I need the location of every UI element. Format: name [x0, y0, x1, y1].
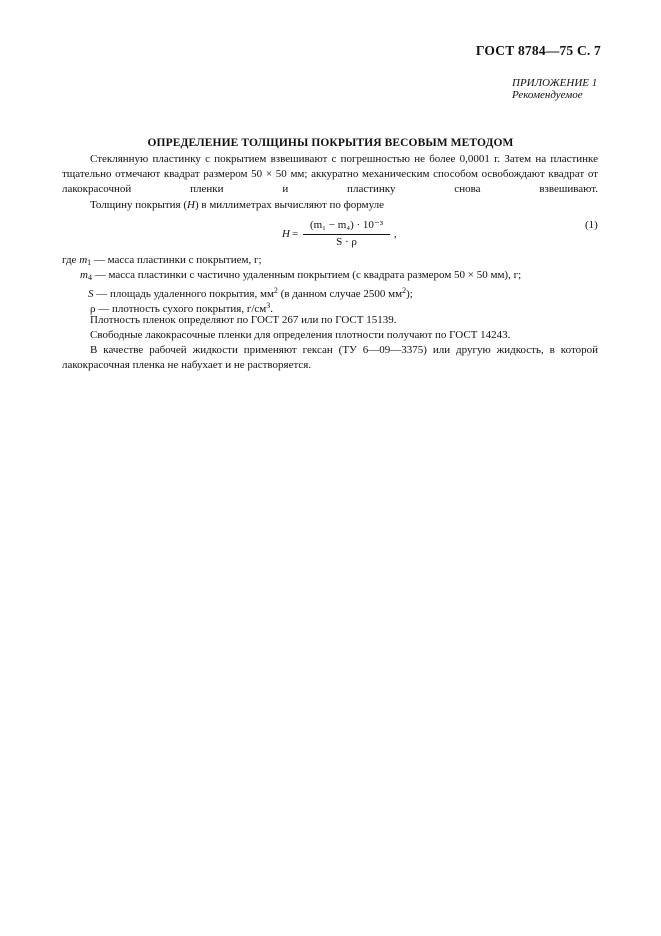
formula-denominator: S · ρ: [336, 236, 357, 248]
s-text: — площадь удаленного покрытия, мм: [93, 288, 274, 300]
appendix-block: [512, 77, 597, 101]
formula-number: (1): [585, 219, 598, 231]
formula-intro-text-after: ) в миллиметрах вычисляют по формуле: [194, 199, 384, 211]
document-reference: ГОСТ 8784—75 С. 7: [475, 43, 601, 58]
definition-where: где: [62, 254, 77, 266]
m1-symbol: m: [79, 254, 88, 266]
formula-numerator: (m₁ − m₄) · 10⁻³: [309, 219, 384, 231]
rho-text: ρ — плотность сухого покрытия, г/см: [90, 303, 267, 315]
formula-comma: ,: [394, 228, 397, 240]
note-free-films: Свободные лакокрасочные пленки для определения плотности получают по ГОСТ 14243.: [90, 329, 511, 341]
formula-equals: =: [292, 228, 299, 240]
appendix-label: ПРИЛОЖЕНИЕ 1: [512, 77, 598, 89]
s-superscript-1: 2: [273, 286, 278, 295]
m1-subscript: 1: [87, 258, 92, 267]
m4-text: — масса пластинки с частично удаленным покрытием (с квадрата размером 50 × 50 мм), г;: [91, 269, 522, 281]
note-density-standards: Плотность пленок определяют по ГОСТ 267 или по ГОСТ 15139.: [90, 314, 397, 326]
s-symbol: S: [88, 288, 94, 300]
appendix-status: Рекомендуемое: [512, 89, 583, 101]
formula-intro-variable: Н: [187, 199, 195, 211]
s-superscript-2: 2: [402, 286, 407, 295]
fraction-bar: [303, 234, 390, 235]
section-title: ОПРЕДЕЛЕНИЕ ТОЛЩИНЫ ПОКРЫТИЯ ВЕСОВЫМ МЕТОДОМ: [147, 137, 514, 149]
m4-subscript: 4: [87, 273, 92, 282]
formula-intro-text-before: Толщину покрытия (: [90, 199, 188, 211]
s-text-2: (в данном случае 2500 мм: [277, 288, 403, 300]
rho-end: .: [270, 303, 273, 315]
rho-superscript: 3: [266, 301, 271, 310]
note-working-liquid: В качестве рабочей жидкости применяют гексан (ТУ 6—09—3375) или другую жидкость, в которой лакокрасочная пленка не набухает и не растворяется.: [62, 344, 598, 371]
s-text-3: );: [406, 288, 413, 300]
paragraph-formula-intro: [90, 198, 384, 213]
m4-symbol: m: [80, 269, 88, 281]
m1-text: — масса пластинки с покрытием, г;: [91, 254, 262, 266]
formula-lhs: Н: [282, 228, 290, 240]
paragraph-procedure: Стеклянную пластинку с покрытием взвешивают с погрешностью не более 0,0001 г. Затем на пластинке тщательно отмечают квадрат размером 50 × 50 мм; аккуратно механическим способом освобождают квадрат от лакокрасочной пленки и пластинку снова взвешивают.: [62, 153, 598, 195]
